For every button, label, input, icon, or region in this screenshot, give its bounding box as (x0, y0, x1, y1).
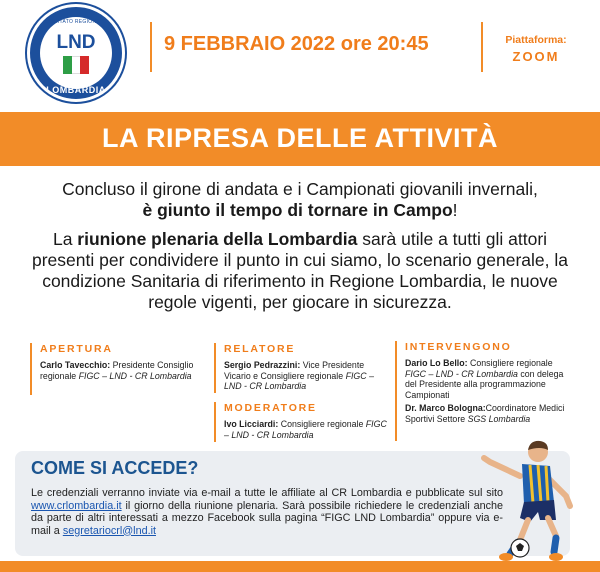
italian-flag-icon (63, 56, 89, 74)
section-title-apertura: APERTURA (40, 343, 113, 355)
speaker-moderatore (224, 419, 392, 440)
speaker-name: Ivo Licciardi: (224, 419, 279, 429)
intro-line-2-end: ! (452, 200, 458, 220)
access-text-2: il giorno della riunione plenaria. Sarà possibile richiedere le credenziali anche da parte di altri interessati a mezzo Facebook sulla pagina “FIGC LND Lombardia” oppure via e-mail a (31, 499, 503, 537)
section-bar (214, 343, 216, 393)
logo-lnd-text: LND (56, 32, 96, 53)
title-band (0, 112, 600, 166)
speaker-role: Coordinatore Medici Sportivi Settore (405, 403, 565, 424)
speaker-org: FIGC – LND - CR Lombardia (224, 419, 387, 440)
speaker-name: Dr. Marco Bologna: (405, 403, 486, 413)
header-divider-left (150, 22, 152, 72)
speaker-apertura (40, 360, 208, 381)
speaker-role: Presidente Consiglio regionale (40, 360, 194, 381)
intro-line-1: Concluso il girone di andata e i Campionati giovanili invernali, (62, 179, 538, 199)
logo-region-text: LOMBARDIA (46, 85, 106, 95)
player-left-shoe (499, 553, 513, 561)
speaker-intervengono-1 (405, 358, 573, 400)
section-bar (214, 402, 216, 442)
access-description (31, 487, 503, 537)
section-bar (395, 341, 397, 441)
intro-line-2-bold: è giunto il tempo di tornare in Campo (142, 200, 453, 220)
speaker-role-extra: con delega del Presidente alla programmazione Campionati (405, 368, 564, 400)
header (0, 0, 600, 108)
section-apertura (30, 343, 208, 395)
speaker-org: FIGC – LND - CR Lombardia (405, 368, 518, 379)
speaker-role: Consigliere regionale (467, 358, 553, 368)
speaker-org: FIGC – LND - CR Lombardia (78, 370, 192, 381)
soccer-player-illustration (470, 436, 590, 568)
section-intervengono (395, 341, 573, 441)
intro-p2-rest: sarà utile a tutti gli attori presenti per condividere il punto in cui siamo, lo scenario generale, la condizione Sanitaria di riferimento in Regione Lombardia, le nuove regole vigenti, per giocare in sicurezza. (32, 229, 568, 312)
speaker-org: SGS Lombardia (467, 413, 531, 424)
speaker-role: Consigliere regionale (278, 419, 366, 429)
section-bar (30, 343, 32, 395)
platform-value: ZOOM (512, 49, 560, 64)
speaker-relatore (224, 360, 392, 392)
section-relatore (214, 343, 392, 393)
section-title-moderatore: MODERATORE (224, 402, 317, 414)
speaker-org: FIGC – LND - CR Lombardia (224, 370, 374, 391)
logo-ring-text: COMITATO REGIONALE (45, 19, 107, 25)
footer-stripe (0, 561, 600, 572)
intro-paragraph-1 (30, 179, 570, 221)
intro-paragraph-2 (30, 229, 570, 313)
player-left-arm (484, 458, 520, 476)
intro-p2-start: La (52, 229, 78, 249)
email-link[interactable]: segretariocrl@lnd.it (62, 524, 156, 537)
section-title-relatore: RELATORE (224, 343, 296, 355)
lnd-lombardia-logo (27, 4, 125, 102)
page-title: LA RIPRESA DELLE ATTIVITÀ (102, 123, 498, 153)
speaker-name: Dario Lo Bello: (405, 358, 468, 368)
section-moderatore (214, 402, 392, 442)
access-text-1: Le credenziali verranno inviate via e-mail a tutte le affiliate al CR Lombardia e pubblicate sul sito (31, 487, 503, 499)
header-divider-right (481, 22, 483, 72)
event-date: 9 FEBBRAIO 2022 ore 20:45 (164, 33, 429, 55)
speaker-intervengono-2 (405, 403, 573, 424)
speaker-name: Sergio Pedrazzini: (224, 360, 301, 370)
access-title: COME SI ACCEDE? (31, 458, 199, 478)
intro-p2-bold: riunione plenaria della Lombardia (77, 229, 358, 249)
platform-label: Piattaforma: (505, 34, 567, 46)
website-link[interactable]: www.crlombardia.it (31, 499, 122, 512)
speaker-role: Vice Presidente Vicario e Consigliere regionale (224, 360, 365, 381)
player-right-shoe (549, 553, 563, 561)
section-title-intervengono: INTERVENGONO (405, 341, 512, 353)
speaker-name: Carlo Tavecchio: (40, 360, 111, 370)
player-right-sock (554, 538, 556, 552)
intro-text (30, 179, 570, 321)
